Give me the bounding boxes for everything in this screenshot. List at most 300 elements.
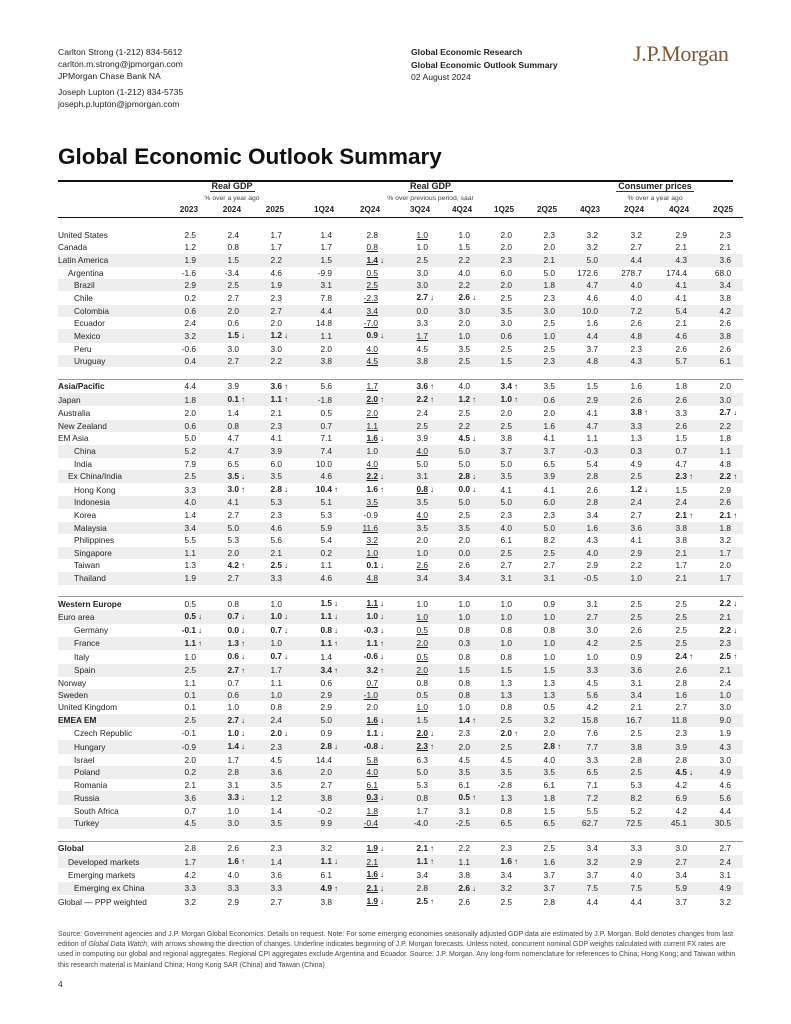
table-cell: 1.4 bbox=[184, 510, 196, 521]
table-cell: 1.3 bbox=[500, 677, 513, 688]
table-cell: 3.7 bbox=[586, 869, 599, 880]
table-cell: 4.7 bbox=[227, 433, 239, 444]
row-label: China bbox=[58, 445, 170, 457]
table-row bbox=[58, 727, 743, 740]
table-cell: 0.8 ↓ bbox=[294, 624, 344, 637]
table-cell: 2.3 bbox=[251, 841, 294, 855]
table-cell: -0.4 bbox=[344, 817, 390, 829]
arrow-up-icon: ↑ bbox=[430, 897, 435, 907]
row-label: United States bbox=[58, 230, 108, 240]
table-cell: 4.6 bbox=[294, 470, 344, 483]
table-cell: 1.0 bbox=[440, 610, 482, 623]
table-cell: 2.8 bbox=[390, 882, 440, 895]
row-label: Italy bbox=[74, 651, 90, 662]
column-header: 2025 bbox=[251, 204, 294, 217]
table-cell: 1.7 bbox=[270, 230, 283, 240]
table-cell: 1.3 ↑ bbox=[208, 637, 251, 650]
outlook-table bbox=[58, 179, 743, 908]
table-cell: 3.1 bbox=[719, 869, 732, 880]
table-cell: 1.5 ↓ bbox=[208, 329, 251, 342]
table-cell: 1.6 ↓ bbox=[344, 868, 390, 881]
group-subheader: % over a year ago bbox=[204, 195, 260, 202]
jpmorgan-logo: J.P.Morgan bbox=[633, 41, 729, 66]
table-cell: 2.7 ↑ bbox=[208, 664, 251, 677]
table-cell: 2.5 bbox=[610, 610, 654, 623]
arrow-up-icon: ↑ bbox=[733, 652, 738, 662]
row-label: Norway bbox=[58, 677, 87, 688]
table-cell: 3.8 bbox=[320, 896, 333, 907]
section-spacer bbox=[58, 585, 743, 597]
table-cell: 2.1 bbox=[251, 547, 294, 559]
table-cell: 2.7 bbox=[500, 560, 513, 571]
table-cell: 2.1 bbox=[675, 318, 688, 329]
arrow-down-icon: ↓ bbox=[380, 471, 385, 481]
table-cell: 3.3 bbox=[610, 841, 654, 855]
row-label: Singapore bbox=[58, 547, 170, 559]
column-header: 2Q24 bbox=[344, 204, 390, 217]
table-cell: 1.7 bbox=[251, 664, 294, 677]
table-cell: 4.0 bbox=[366, 343, 379, 354]
table-cell: 3.3 bbox=[586, 754, 599, 765]
arrow-down-icon: ↓ bbox=[380, 560, 385, 570]
arrow-down-icon: ↓ bbox=[198, 625, 202, 635]
table-row bbox=[58, 406, 743, 419]
row-label: Mexico bbox=[58, 329, 170, 342]
arrow-down-icon: ↓ bbox=[241, 793, 245, 803]
table-cell: 1.7 bbox=[699, 572, 743, 584]
table-cell: 1.6 bbox=[524, 855, 567, 868]
table-cell: 2.0 ↑ bbox=[482, 727, 524, 740]
table-cell: 0.3 ↓ bbox=[344, 791, 390, 804]
table-cell: 1.7 bbox=[390, 329, 440, 342]
table-cell: 0.0 bbox=[440, 547, 482, 559]
table-cell: 1.2 ↑ bbox=[440, 393, 482, 406]
table-cell: 0.6 bbox=[524, 393, 567, 406]
table-cell: 0.5 bbox=[416, 625, 429, 636]
table-cell: -0.1 ↓ bbox=[170, 624, 208, 637]
table-cell: 5.0 bbox=[440, 445, 482, 457]
table-cell: 4.0 bbox=[416, 510, 429, 521]
table-cell: 3.1 bbox=[294, 279, 344, 291]
row-label: Peru bbox=[74, 343, 92, 354]
table-cell: 2.2 bbox=[630, 560, 643, 571]
table-cell: 5.5 bbox=[184, 535, 196, 546]
table-cell: 2.5 bbox=[344, 279, 390, 291]
table-cell: 30.5 bbox=[699, 817, 743, 829]
table-cell: 3.2 bbox=[366, 535, 379, 546]
table-cell: 0.8 bbox=[366, 242, 379, 253]
table-cell: 6.1 bbox=[458, 780, 471, 791]
table-cell: 3.6 bbox=[610, 664, 654, 677]
table-cell: 1.0 bbox=[344, 445, 390, 457]
table-cell: 0.0 ↓ bbox=[440, 483, 482, 496]
table-cell: 10.0 bbox=[315, 458, 333, 469]
table-cell: 2.5 bbox=[390, 420, 440, 432]
table-cell: 0.6 bbox=[170, 305, 208, 317]
row-label: Germany bbox=[74, 625, 109, 636]
table-cell: 5.6 bbox=[294, 379, 344, 393]
table-cell: 1.8 bbox=[699, 522, 743, 534]
table-row bbox=[58, 637, 743, 650]
table-cell: 2.5 bbox=[654, 637, 699, 650]
row-label: Western Europe bbox=[58, 597, 170, 611]
table-cell: -2.8 bbox=[497, 780, 513, 791]
table-cell: 3.8 bbox=[458, 869, 471, 880]
table-cell: 0.5 ↑ bbox=[440, 791, 482, 804]
table-cell: 172.6 bbox=[577, 267, 599, 278]
table-cell: 2.6 bbox=[416, 560, 429, 571]
table-cell: 2.6 bbox=[630, 318, 643, 329]
table-cell: 0.8 bbox=[416, 677, 429, 688]
table-cell: 1.2 ↓ bbox=[610, 483, 654, 496]
table-cell: 3.9 bbox=[654, 740, 699, 753]
table-cell: 2.7 bbox=[208, 572, 251, 584]
arrow-up-icon: ↑ bbox=[241, 857, 245, 867]
table-cell: 1.0 bbox=[699, 689, 743, 701]
table-row bbox=[58, 779, 743, 791]
arrow-up-icon: ↑ bbox=[430, 857, 435, 867]
table-row bbox=[58, 740, 743, 753]
table-cell: 4.5 ↓ bbox=[440, 432, 482, 445]
table-cell: 1.1 ↑ bbox=[170, 637, 208, 650]
arrow-down-icon: ↓ bbox=[380, 793, 385, 803]
table-cell: 4.5 bbox=[586, 677, 599, 688]
table-cell: 14.4 bbox=[315, 754, 333, 765]
table-cell: 1.7 bbox=[675, 560, 688, 571]
table-cell: 3.2 bbox=[482, 882, 524, 895]
table-cell: 2.6 bbox=[458, 560, 471, 571]
column-header: 2Q24 bbox=[610, 204, 654, 217]
table-cell: 1.8 bbox=[524, 279, 567, 291]
table-cell: 1.0 bbox=[251, 689, 294, 701]
table-cell: 5.9 bbox=[654, 882, 699, 895]
table-cell: 5.3 bbox=[416, 780, 429, 791]
row-label: Turkey bbox=[58, 817, 170, 829]
table-cell: 2.1 ↓ bbox=[344, 882, 390, 895]
table-cell: 4.8 bbox=[344, 572, 390, 584]
table-cell: 2.2 ↑ bbox=[699, 470, 743, 483]
table-cell: 3.3 bbox=[208, 882, 251, 895]
table-cell: 2.2 ↑ bbox=[390, 393, 440, 406]
table-cell: 2.7 bbox=[208, 355, 251, 367]
table-cell: 2.5 bbox=[610, 637, 654, 650]
table-cell: 2.0 bbox=[208, 547, 251, 559]
table-cell: 6.0 bbox=[500, 267, 513, 278]
table-cell: 2.3 bbox=[543, 230, 556, 240]
arrow-down-icon: ↓ bbox=[380, 255, 385, 265]
table-row bbox=[58, 791, 743, 804]
table-cell: 2.5 bbox=[170, 470, 208, 483]
table-cell: 3.9 bbox=[524, 470, 567, 483]
row-label: EMEA EM bbox=[58, 714, 170, 727]
table-cell: 2.4 bbox=[227, 230, 239, 240]
table-cell: 4.5 bbox=[270, 754, 283, 765]
table-cell: 2.5 bbox=[630, 728, 643, 739]
row-label: Romania bbox=[74, 780, 108, 791]
arrow-up-icon: ↑ bbox=[430, 395, 435, 405]
table-cell: 2.1 bbox=[344, 855, 390, 868]
table-cell: 1.0 bbox=[524, 637, 567, 650]
table-cell: 6.1 bbox=[543, 780, 556, 791]
arrow-down-icon: ↓ bbox=[284, 625, 289, 635]
table-cell: 4.9 bbox=[699, 766, 743, 779]
table-cell: 2.1 ↑ bbox=[699, 509, 743, 522]
table-cell: 2.0 bbox=[543, 728, 556, 739]
table-cell: 3.2 bbox=[170, 329, 208, 342]
table-cell: 2.3 bbox=[543, 292, 556, 303]
table-row bbox=[58, 650, 743, 663]
table-cell: 2.2 bbox=[440, 420, 482, 432]
table-cell: 0.1 bbox=[184, 702, 196, 713]
table-cell: 4.0 bbox=[440, 379, 482, 393]
table-cell: 2.6 bbox=[699, 496, 743, 508]
table-cell: 3.2 bbox=[719, 535, 732, 546]
table-cell: -0.3 ↓ bbox=[344, 624, 390, 637]
arrow-down-icon: ↓ bbox=[334, 625, 339, 635]
arrow-down-icon: ↓ bbox=[241, 742, 245, 752]
table-cell: 4.4 bbox=[170, 379, 208, 393]
table-cell: 3.2 bbox=[630, 230, 643, 240]
table-cell: 4.5 ↓ bbox=[654, 766, 699, 779]
arrow-up-icon: ↑ bbox=[430, 843, 435, 853]
arrow-down-icon: ↓ bbox=[472, 293, 477, 303]
section-spacer bbox=[58, 367, 743, 379]
arrow-up-icon: ↑ bbox=[334, 638, 339, 648]
table-cell: 2.2 ↓ bbox=[699, 624, 743, 637]
table-cell: 4.5 bbox=[458, 754, 471, 765]
table-cell: 1.0 bbox=[251, 597, 294, 611]
arrow-down-icon: ↓ bbox=[284, 612, 289, 622]
arrow-down-icon: ↓ bbox=[380, 599, 385, 609]
table-cell: 1.0 bbox=[440, 329, 482, 342]
table-cell: 62.7 bbox=[567, 817, 610, 829]
row-label: Japan bbox=[58, 393, 170, 406]
table-cell: 2.6 bbox=[586, 484, 599, 495]
table-cell: 3.0 ↑ bbox=[208, 483, 251, 496]
table-cell: 4.5 bbox=[344, 355, 390, 367]
table-cell: 1.9 ↓ bbox=[344, 895, 390, 908]
table-cell: 2.1 bbox=[675, 242, 688, 253]
table-cell: 2.1 ↑ bbox=[390, 841, 440, 855]
table-cell: 4.0 bbox=[366, 458, 379, 469]
table-cell: 3.7 bbox=[482, 445, 524, 457]
table-cell: 5.0 bbox=[184, 433, 196, 444]
table-cell: 1.5 bbox=[543, 805, 556, 816]
arrow-down-icon: ↓ bbox=[241, 728, 245, 738]
table-cell: 1.0 bbox=[390, 610, 440, 623]
table-cell: 3.2 bbox=[719, 896, 732, 907]
table-cell: 5.0 bbox=[543, 267, 556, 278]
table-cell: 4.4 bbox=[610, 254, 654, 267]
table-cell: 3.2 ↑ bbox=[344, 664, 390, 677]
table-cell: 3.0 bbox=[440, 305, 482, 317]
table-cell: 2.7 bbox=[227, 292, 239, 303]
column-header: 4Q24 bbox=[654, 204, 699, 217]
table-cell: 2.0 bbox=[500, 230, 513, 240]
table-cell: 4.4 bbox=[586, 896, 599, 907]
contact-email[interactable]: carlton.m.strong@jpmorgan.com bbox=[58, 59, 183, 69]
table-cell: 5.2 bbox=[170, 445, 208, 457]
table-cell: 4.6 bbox=[270, 267, 283, 278]
table-cell: 3.2 bbox=[524, 714, 567, 727]
table-cell: 2.7 ↓ bbox=[390, 291, 440, 304]
table-cell: 1.2 bbox=[184, 242, 196, 253]
arrow-up-icon: ↑ bbox=[514, 857, 519, 867]
arrow-up-icon: ↑ bbox=[241, 485, 245, 495]
table-cell: 2.3 bbox=[251, 740, 294, 753]
table-row bbox=[58, 895, 743, 908]
arrow-up-icon: ↑ bbox=[514, 728, 519, 738]
table-cell: 2.1 bbox=[184, 780, 196, 791]
table-cell: 7.2 bbox=[567, 791, 610, 804]
table-cell: 2.3 bbox=[675, 728, 688, 739]
table-cell: 5.0 bbox=[567, 254, 610, 267]
column-header: 2Q25 bbox=[524, 204, 567, 217]
row-label: South Africa bbox=[74, 805, 119, 816]
table-cell: 1.7 bbox=[170, 855, 208, 868]
table-cell: 1.0 bbox=[482, 637, 524, 650]
table-cell: 1.6 bbox=[654, 689, 699, 701]
table-cell: 4.4 bbox=[630, 896, 643, 907]
table-cell: 1.5 ↓ bbox=[294, 597, 344, 611]
research-header bbox=[411, 46, 558, 84]
section-spacer bbox=[58, 829, 743, 841]
table-cell: 3.8 bbox=[654, 522, 699, 534]
table-cell: 2.8 ↓ bbox=[440, 470, 482, 483]
table-cell: 5.3 bbox=[320, 510, 333, 521]
row-label: Developed markets bbox=[58, 855, 170, 868]
table-cell: 3.5 bbox=[344, 496, 390, 508]
table-cell: 2.1 bbox=[630, 702, 643, 713]
arrow-down-icon: ↓ bbox=[284, 560, 289, 570]
table-cell: 3.6 bbox=[251, 766, 294, 779]
table-cell: 4.6 bbox=[586, 292, 599, 303]
table-cell: 2.0 bbox=[482, 279, 524, 291]
row-label: Brazil bbox=[58, 279, 170, 291]
table-cell: 1.7 bbox=[344, 379, 390, 393]
table-cell: -1.8 bbox=[294, 393, 344, 406]
table-row bbox=[58, 689, 743, 701]
table-cell: 4.1 bbox=[654, 279, 699, 291]
table-cell: 2.0 bbox=[184, 407, 196, 418]
arrow-up-icon: ↑ bbox=[241, 395, 245, 405]
table-cell: 4.0 bbox=[344, 766, 390, 779]
arrow-up-icon: ↑ bbox=[689, 652, 694, 662]
table-row bbox=[58, 610, 743, 623]
contact-line: Carlton Strong (1-212) 834-5612 bbox=[58, 47, 183, 57]
table-cell: 2.0 bbox=[184, 754, 196, 765]
table-cell: 2.5 bbox=[675, 625, 688, 636]
table-cell: -0.8 ↓ bbox=[344, 740, 390, 753]
table-cell: 1.0 bbox=[586, 651, 599, 662]
table-cell: 0.9 ↓ bbox=[344, 329, 390, 342]
contact-email[interactable]: joseph.p.lupton@jpmorgan.com bbox=[58, 99, 180, 109]
table-cell: -2.3 bbox=[363, 292, 379, 303]
table-cell: 6.1 bbox=[699, 355, 743, 367]
arrow-down-icon: ↓ bbox=[380, 715, 385, 725]
table-cell: 2.8 bbox=[567, 496, 610, 508]
table-row bbox=[58, 534, 743, 546]
table-cell: 1.4 bbox=[227, 407, 239, 418]
table-cell: 2.5 bbox=[524, 841, 567, 855]
table-cell: 1.9 bbox=[170, 254, 208, 267]
table-cell: 3.4 bbox=[610, 689, 654, 701]
arrow-down-icon: ↓ bbox=[380, 870, 385, 880]
table-cell: 2.5 bbox=[482, 740, 524, 753]
arrow-up-icon: ↑ bbox=[241, 665, 245, 675]
table-cell: 3.1 bbox=[630, 677, 643, 688]
table-cell: 6.5 bbox=[567, 766, 610, 779]
table-cell: 0.1 ↓ bbox=[344, 559, 390, 572]
table-row bbox=[58, 597, 743, 611]
table-cell: 5.0 bbox=[482, 496, 524, 508]
table-cell: 3.5 bbox=[251, 817, 294, 829]
table-cell: 2.9 bbox=[294, 689, 344, 701]
table-cell: 1.0 bbox=[458, 702, 471, 713]
table-row bbox=[58, 572, 743, 584]
arrow-down-icon: ↓ bbox=[241, 715, 245, 725]
table-cell: 0.1 ↑ bbox=[208, 393, 251, 406]
arrow-up-icon: ↑ bbox=[733, 471, 738, 481]
row-label: France bbox=[58, 637, 170, 650]
table-cell: 1.7 bbox=[699, 547, 743, 559]
table-cell: 4.1 bbox=[543, 433, 556, 444]
table-cell: 5.4 bbox=[586, 458, 599, 469]
table-cell: 5.8 bbox=[366, 754, 379, 765]
table-cell: 2.1 bbox=[699, 664, 743, 677]
row-label: Czech Republic bbox=[74, 728, 133, 739]
research-title: Global Economic Research bbox=[411, 47, 523, 57]
table-cell: -3.4 bbox=[224, 267, 239, 278]
table-cell: -0.6 bbox=[181, 343, 196, 354]
table-cell: 4.2 bbox=[567, 637, 610, 650]
row-label: Canada bbox=[58, 242, 88, 253]
table-row bbox=[58, 868, 743, 881]
table-cell: 2.3 ↑ bbox=[654, 470, 699, 483]
table-cell: 1.4 ↓ bbox=[208, 740, 251, 753]
table-cell: 2.8 bbox=[630, 754, 643, 765]
table-cell: 1.5 bbox=[482, 664, 524, 677]
table-cell: 3.3 bbox=[251, 882, 294, 895]
table-row bbox=[58, 241, 743, 253]
table-cell: 3.1 bbox=[524, 572, 567, 584]
table-cell: 2.5 bbox=[543, 343, 556, 354]
arrow-up-icon: ↑ bbox=[284, 381, 289, 391]
table-cell: 1.1 bbox=[294, 329, 344, 342]
table-cell: 1.1 bbox=[184, 677, 196, 688]
row-label: Indonesia bbox=[58, 496, 170, 508]
outlook-table-wrap bbox=[58, 179, 738, 908]
table-cell: 2.5 bbox=[458, 407, 471, 418]
row-label: Israel bbox=[74, 754, 95, 765]
table-row bbox=[58, 714, 743, 727]
table-cell: 2.9 bbox=[675, 230, 688, 240]
table-cell: 0.5 bbox=[416, 651, 429, 662]
table-cell: 5.7 bbox=[654, 355, 699, 367]
table-cell: 3.0 bbox=[524, 305, 567, 317]
table-cell: 2.8 bbox=[675, 754, 688, 765]
table-cell: 5.6 bbox=[567, 689, 610, 701]
column-header: 4Q23 bbox=[567, 204, 610, 217]
table-cell: 3.0 bbox=[699, 393, 743, 406]
table-row bbox=[58, 805, 743, 817]
table-row bbox=[58, 483, 743, 496]
arrow-up-icon: ↑ bbox=[380, 665, 385, 675]
table-cell: 2.5 bbox=[543, 318, 556, 329]
table-cell: 3.6 bbox=[610, 522, 654, 534]
arrow-down-icon: ↓ bbox=[380, 612, 385, 622]
row-label: Thailand bbox=[58, 572, 170, 584]
